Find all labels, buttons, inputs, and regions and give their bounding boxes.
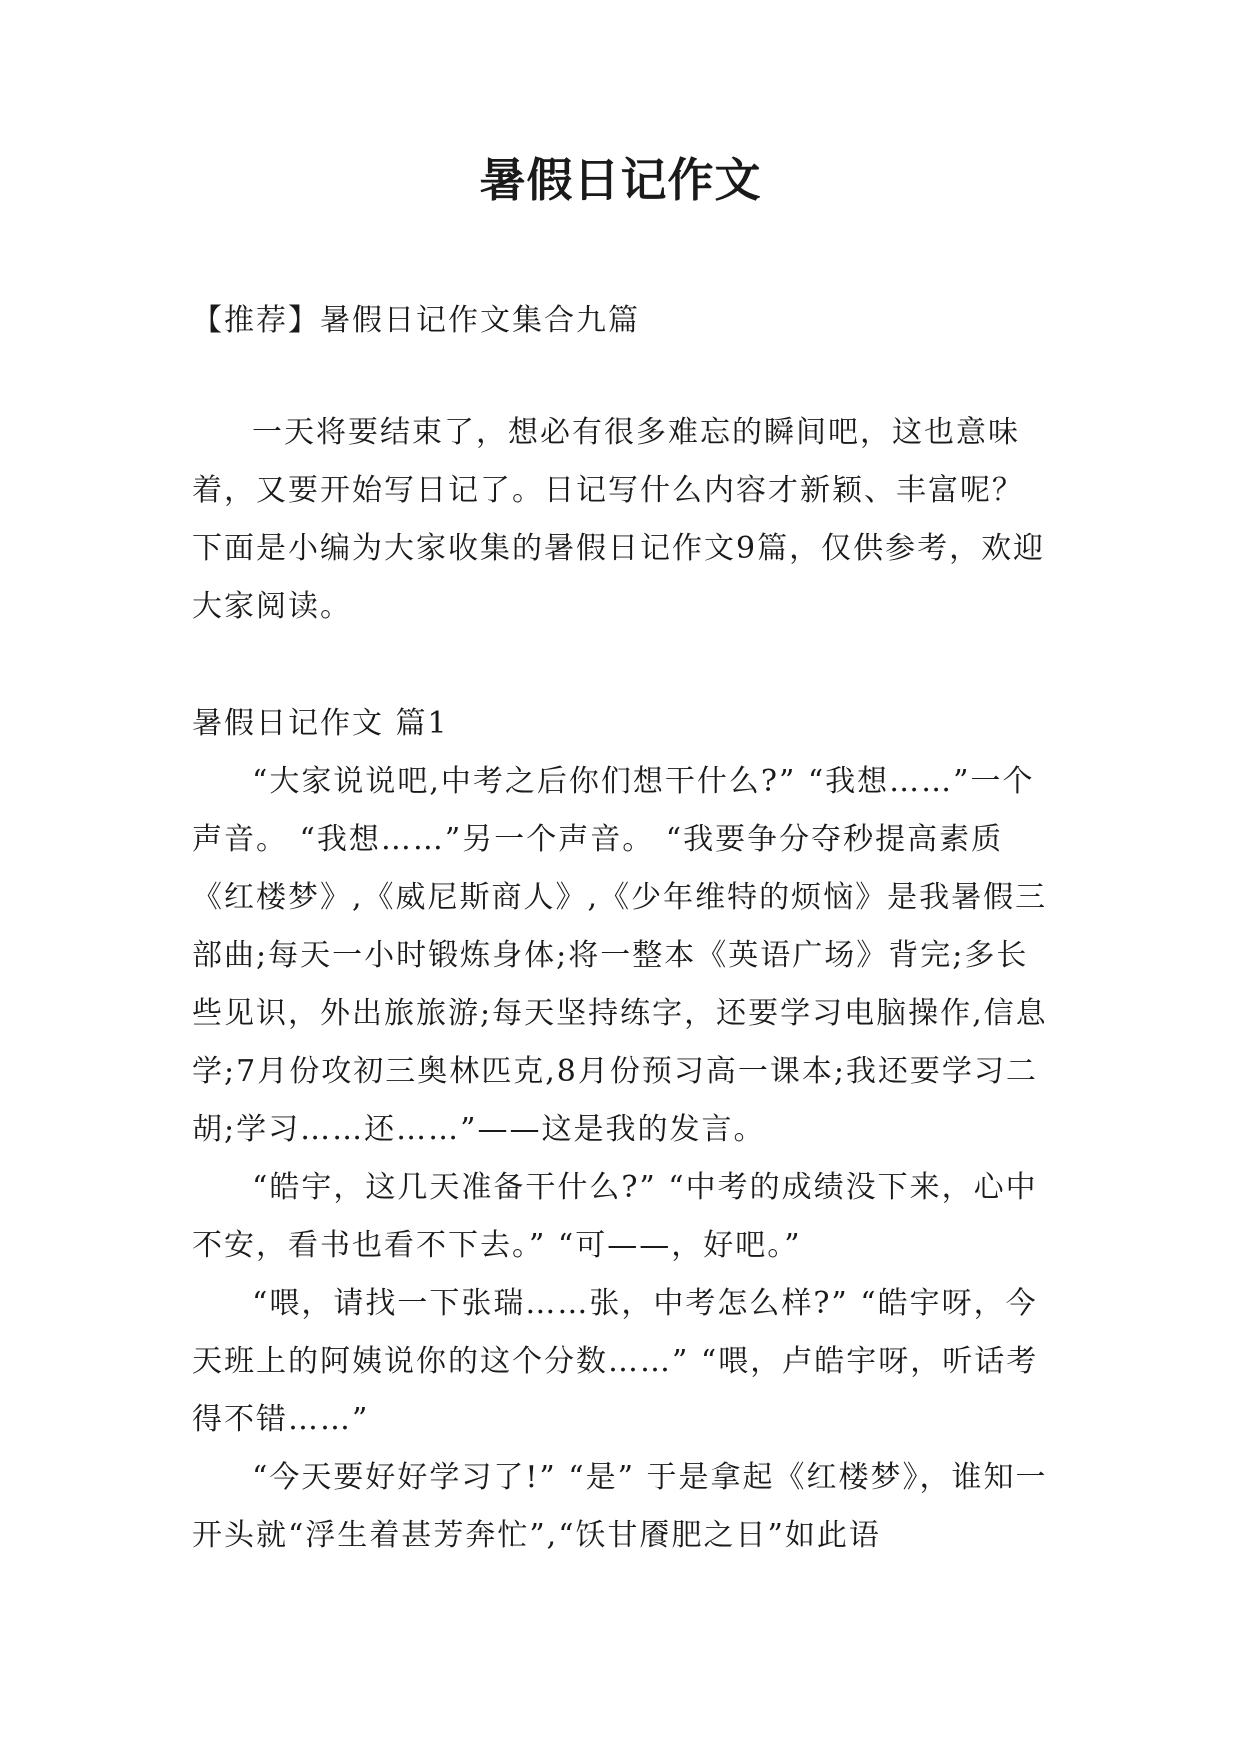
article-paragraph: “今天要好好学习了!” “是” 于是拿起《红楼梦》，谁知一开头就“浮生着甚芳奔忙”,“饫甘餍肥之日”如此语: [192, 1460, 1048, 1553]
document-title: 暑假日记作文: [479, 153, 762, 207]
article-paragraph: “大家说说吧,中考之后你们想干什么?” “我想……”一个声音。 “我想……”另一个声音。 “我要争分夺秒提高素质《红楼梦》,《威尼斯商人》,《少年维特的烦恼》是我暑假三部曲;每天一小时锻炼身体;将一整本《英语广场》背完;多长些见识，外出旅旅游;每天坚持练字，还要学习电脑操作,信息学;7月份攻初三奥林匹克,8月份预习高一课本;我还要学习二胡;学习……还……”——这是我的发言。: [192, 764, 1048, 1147]
article-paragraph: “皓宇，这几天准备干什么?” “中考的成绩没下来，心中不安，看书也看不下去。” “可——，好吧。”: [192, 1170, 1038, 1263]
intro-paragraph: [192, 404, 1052, 636]
intro-text: 一天将要结束了，想必有很多难忘的瞬间吧，这也意味着，又要开始写日记了。日记写什么内容才新颖、丰富呢？下面是小编为大家收集的暑假日记作文9篇，仅供参考，欢迎大家阅读。: [192, 415, 1046, 624]
recommend-line: [192, 292, 1052, 350]
article-paragraph: “喂，请找一下张瑞……张，中考怎么样?” “皓宇呀，今天班上的阿姨说你的这个分数……” “喂，卢皓宇呀，听话考得不错……”: [192, 1286, 1039, 1437]
recommend-text: 【推荐】暑假日记作文集合九篇: [192, 303, 640, 338]
section-heading: 暑假日记作文 篇1: [192, 706, 449, 741]
article-body: [192, 695, 1052, 1565]
